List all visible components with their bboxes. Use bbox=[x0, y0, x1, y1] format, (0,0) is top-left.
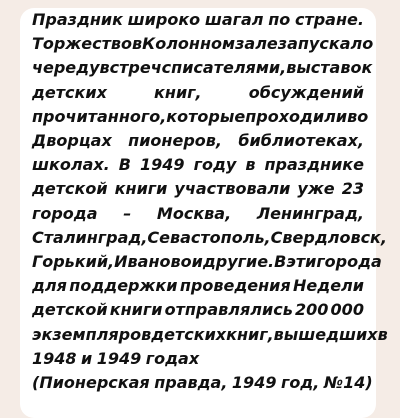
word: и bbox=[191, 252, 203, 272]
word: правда, bbox=[154, 373, 228, 393]
word: книги bbox=[114, 179, 168, 199]
word: вышедших bbox=[273, 324, 378, 344]
word: Дворцах bbox=[32, 131, 112, 151]
word: для bbox=[32, 276, 67, 296]
word: эти bbox=[286, 252, 317, 272]
word: Москва, bbox=[156, 203, 232, 223]
word: В bbox=[118, 155, 131, 175]
word: В bbox=[274, 252, 287, 272]
text-line bbox=[32, 298, 364, 322]
text-line bbox=[32, 81, 364, 105]
word: 23 bbox=[341, 179, 364, 199]
word: пионеров, bbox=[128, 131, 222, 151]
word: шагал bbox=[204, 10, 264, 29]
source-citation bbox=[32, 371, 373, 395]
word: Торжество bbox=[32, 34, 133, 54]
word: 1949 bbox=[140, 155, 185, 175]
text-line bbox=[32, 226, 387, 250]
word: писателями, bbox=[171, 58, 287, 78]
text-line bbox=[32, 202, 364, 226]
word: отправлялись bbox=[164, 300, 293, 320]
word: обсуждений bbox=[248, 82, 364, 102]
word: проходили bbox=[245, 106, 348, 126]
word: Недели bbox=[293, 276, 364, 296]
text-line bbox=[32, 347, 364, 371]
word: (Пионерская bbox=[32, 373, 150, 393]
text-line bbox=[32, 129, 364, 153]
word: 1949 bbox=[96, 348, 142, 368]
word: с bbox=[161, 58, 172, 78]
word: Праздник bbox=[32, 10, 123, 29]
word: книг, bbox=[154, 82, 202, 102]
word: запускало bbox=[277, 34, 374, 54]
word: Колонном bbox=[142, 34, 236, 54]
word: Иваново bbox=[114, 252, 192, 272]
text-line bbox=[32, 105, 369, 129]
word: книги bbox=[109, 300, 163, 320]
text-line bbox=[32, 250, 382, 274]
word: зале bbox=[235, 34, 278, 54]
word: год, bbox=[280, 373, 320, 393]
word: Горький, bbox=[32, 252, 115, 272]
word: города bbox=[316, 252, 382, 272]
word: Сталинград, bbox=[32, 227, 148, 247]
word: Ленинград, bbox=[256, 203, 364, 223]
text-card bbox=[20, 8, 388, 418]
word: другие. bbox=[202, 252, 275, 272]
word: города bbox=[32, 203, 98, 223]
word: детских bbox=[32, 82, 107, 102]
word: участвовали bbox=[174, 179, 291, 199]
word: в bbox=[377, 324, 388, 344]
word: – bbox=[123, 203, 132, 223]
word: году bbox=[193, 155, 237, 175]
word: череду bbox=[32, 58, 100, 78]
word: 1949 bbox=[231, 373, 277, 393]
word: выставок bbox=[286, 58, 373, 78]
word: 1948 bbox=[32, 348, 77, 368]
word: детской bbox=[32, 300, 108, 320]
word: которые bbox=[166, 106, 246, 126]
word: празднике bbox=[264, 155, 364, 175]
word: детских bbox=[151, 324, 227, 344]
word: во bbox=[347, 106, 369, 126]
word: детской bbox=[32, 179, 108, 199]
text-line bbox=[32, 8, 364, 32]
word: годах bbox=[145, 348, 200, 368]
word: 200 bbox=[294, 300, 329, 320]
word: Свердловск, bbox=[270, 227, 387, 247]
word: №14) bbox=[323, 373, 373, 393]
word: школах. bbox=[32, 155, 110, 175]
word: книг, bbox=[226, 324, 274, 344]
word: библиотеках, bbox=[238, 131, 364, 151]
word: в bbox=[132, 34, 143, 54]
word: в bbox=[245, 155, 256, 175]
word: уже bbox=[297, 179, 335, 199]
text-line bbox=[32, 32, 374, 56]
text-line bbox=[32, 153, 364, 177]
word: поддержки bbox=[69, 276, 178, 296]
word: 000 bbox=[330, 300, 364, 320]
word: Севастополь, bbox=[147, 227, 271, 247]
word: проведения bbox=[179, 276, 291, 296]
word: по bbox=[268, 10, 291, 29]
word: широко bbox=[127, 10, 201, 29]
text-line bbox=[32, 274, 364, 298]
word: встреч bbox=[99, 58, 162, 78]
text-line bbox=[32, 323, 388, 347]
text-line bbox=[32, 56, 373, 80]
text-line bbox=[32, 177, 364, 201]
word: прочитанного, bbox=[32, 106, 167, 126]
word: стране. bbox=[294, 10, 364, 29]
word: экземпляров bbox=[32, 324, 152, 344]
word: и bbox=[81, 348, 93, 368]
